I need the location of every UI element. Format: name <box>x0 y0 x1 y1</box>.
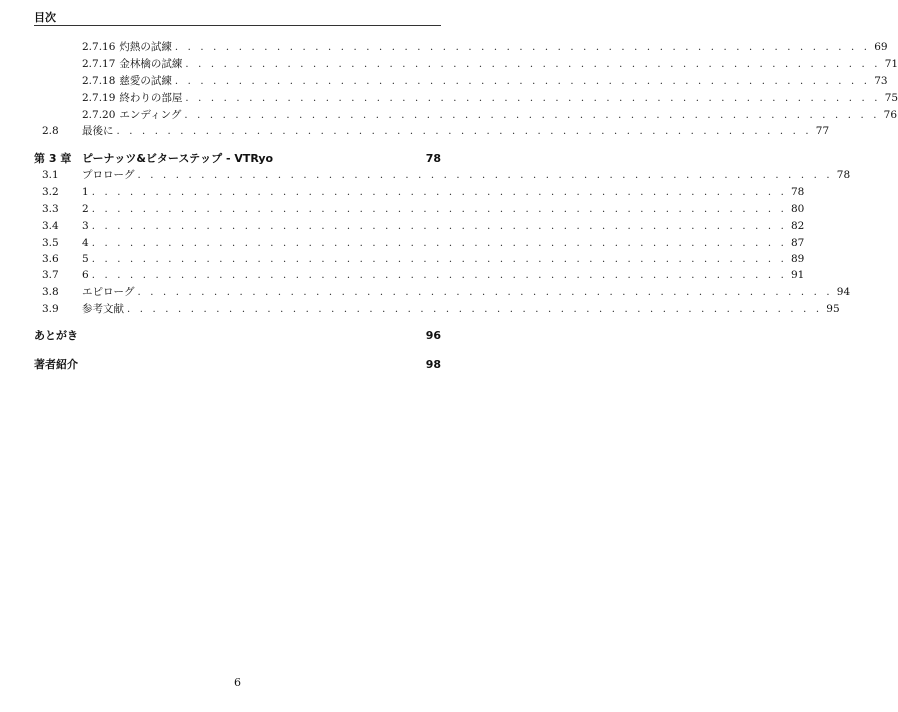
entry-title: 最後に <box>82 125 114 137</box>
toc-entry-2-7-17[interactable] <box>82 55 898 73</box>
entry-page: 73 <box>874 75 888 87</box>
entry-title: 金林檎の試練 <box>119 58 183 70</box>
entry-page: 94 <box>836 286 851 298</box>
entry-title: 1 <box>82 186 89 198</box>
toc-entry-2-8[interactable] <box>42 122 830 140</box>
entry-page: 71 <box>884 58 898 70</box>
entry-number: 3.3 <box>42 203 59 215</box>
dot-leader: . . . . . . . . . . . . . . . . . . . . . . . . . . . . . . . . . . . . . . . . . . . . . . . . . . . . . . . <box>91 204 787 215</box>
chapter-page: 78 <box>425 152 441 165</box>
entry-number: 3.7 <box>42 269 59 281</box>
chapter-label: 第 3 章 <box>34 152 72 165</box>
entry-number: 3.6 <box>42 253 59 265</box>
toc-authors[interactable] <box>34 356 441 374</box>
entry-page: 78 <box>836 169 851 181</box>
chapter-title: ピーナッツ&ビターステップ - VTRyo <box>82 152 274 165</box>
dot-leader: . . . . . . . . . . . . . . . . . . . . . . . . . . . . . . . . . . . . . . . . . . . . . . . . . . . . . . . <box>116 126 812 137</box>
entry-title: 3 <box>82 220 89 232</box>
toc-entry-3-7[interactable] <box>42 266 805 284</box>
dot-leader: . . . . . . . . . . . . . . . . . . . . . . . . . . . . . . . . . . . . . . . . . . . . . . . . . . . . . . . <box>91 238 787 249</box>
dot-leader: . . . . . . . . . . . . . . . . . . . . . . . . . . . . . . . . . . . . . . . . . . . . . . . . . . . . . . . <box>127 304 823 315</box>
entry-number: 2.7.20 <box>82 109 116 121</box>
running-header: 目次 <box>34 11 56 24</box>
entry-title: 慈愛の試練 <box>119 75 172 87</box>
dot-leader: . . . . . . . . . . . . . . . . . . . . . . . . . . . . . . . . . . . . . . . . . . . . . . . . . . . . . . . <box>91 270 787 281</box>
entry-page: 91 <box>790 269 805 281</box>
dot-leader: . . . . . . . . . . . . . . . . . . . . . . . . . . . . . . . . . . . . . . . . . . . . . . . . . . . . . . . <box>185 59 881 70</box>
entry-title: 灼熱の試練 <box>119 41 172 53</box>
authors-page: 98 <box>425 358 441 371</box>
toc-entry-3-1[interactable] <box>42 166 851 184</box>
entry-page: 80 <box>790 203 805 215</box>
entry-page: 89 <box>790 253 805 265</box>
dot-leader: . . . . . . . . . . . . . . . . . . . . . . . . . . . . . . . . . . . . . . . . . . . . . . . . . . . . . . . <box>91 187 787 198</box>
entry-page: 76 <box>883 109 898 121</box>
dot-leader: . . . . . . . . . . . . . . . . . . . . . . . . . . . . . . . . . . . . . . . . . . . . . . . . . . . . . . . <box>184 110 880 121</box>
toc-afterword[interactable] <box>34 327 441 345</box>
entry-page: 77 <box>815 125 830 137</box>
entry-title: 5 <box>82 253 89 265</box>
toc-entry-3-2[interactable] <box>42 183 805 201</box>
dot-leader: . . . . . . . . . . . . . . . . . . . . . . . . . . . . . . . . . . . . . . . . . . . . . . . . . . . . . . . <box>91 221 787 232</box>
entry-number: 2.8 <box>42 125 59 137</box>
entry-number: 3.2 <box>42 186 59 198</box>
entry-title: 終わりの部屋 <box>119 92 183 104</box>
dot-leader: . . . . . . . . . . . . . . . . . . . . . . . . . . . . . . . . . . . . . . . . . . . . . . . . . . . . . . . <box>91 254 787 265</box>
entry-number: 3.5 <box>42 237 59 249</box>
toc-entry-2-7-18[interactable] <box>82 72 888 90</box>
entry-title: 4 <box>82 237 89 249</box>
authors-title: 著者紹介 <box>34 358 78 371</box>
entry-title: プロローグ <box>82 169 135 181</box>
entry-number: 3.1 <box>42 169 59 181</box>
entry-page: 82 <box>790 220 805 232</box>
entry-number: 3.8 <box>42 286 59 298</box>
entry-title: 参考文献 <box>82 303 124 315</box>
dot-leader: . . . . . . . . . . . . . . . . . . . . . . . . . . . . . . . . . . . . . . . . . . . . . . . . . . . . . . . <box>174 76 871 87</box>
entry-title: エンディング <box>119 109 182 121</box>
entry-page: 75 <box>884 92 898 104</box>
entry-number: 3.9 <box>42 303 59 315</box>
entry-title: 2 <box>82 203 89 215</box>
toc-entry-2-7-19[interactable] <box>82 89 898 107</box>
entry-page: 95 <box>826 303 840 315</box>
toc-entry-3-3[interactable] <box>42 200 805 218</box>
page-number: 6 <box>234 676 241 689</box>
entry-number: 2.7.18 <box>82 75 116 87</box>
toc-entry-2-7-16[interactable] <box>82 38 888 56</box>
entry-number: 2.7.19 <box>82 92 116 104</box>
header-rule <box>34 25 441 26</box>
toc-entry-3-4[interactable] <box>42 217 805 235</box>
dot-leader: . . . . . . . . . . . . . . . . . . . . . . . . . . . . . . . . . . . . . . . . . . . . . . . . . . . . . . . <box>185 93 881 104</box>
dot-leader: . . . . . . . . . . . . . . . . . . . . . . . . . . . . . . . . . . . . . . . . . . . . . . . . . . . . . . . <box>174 42 871 53</box>
toc-entry-3-9[interactable] <box>42 300 840 318</box>
entry-number: 2.7.17 <box>82 58 116 70</box>
entry-number: 2.7.16 <box>82 41 116 53</box>
entry-title: エピローグ <box>82 286 135 298</box>
entry-page: 78 <box>790 186 805 198</box>
entry-number: 3.4 <box>42 220 59 232</box>
afterword-page: 96 <box>425 329 441 342</box>
entry-title: 6 <box>82 269 89 281</box>
entry-page: 87 <box>790 237 805 249</box>
toc-entry-3-8[interactable] <box>42 283 851 301</box>
dot-leader: . . . . . . . . . . . . . . . . . . . . . . . . . . . . . . . . . . . . . . . . . . . . . . . . . . . . . . . <box>137 170 833 181</box>
dot-leader: . . . . . . . . . . . . . . . . . . . . . . . . . . . . . . . . . . . . . . . . . . . . . . . . . . . . . . . <box>137 287 833 298</box>
entry-page: 69 <box>874 41 888 53</box>
afterword-title: あとがき <box>34 329 78 342</box>
